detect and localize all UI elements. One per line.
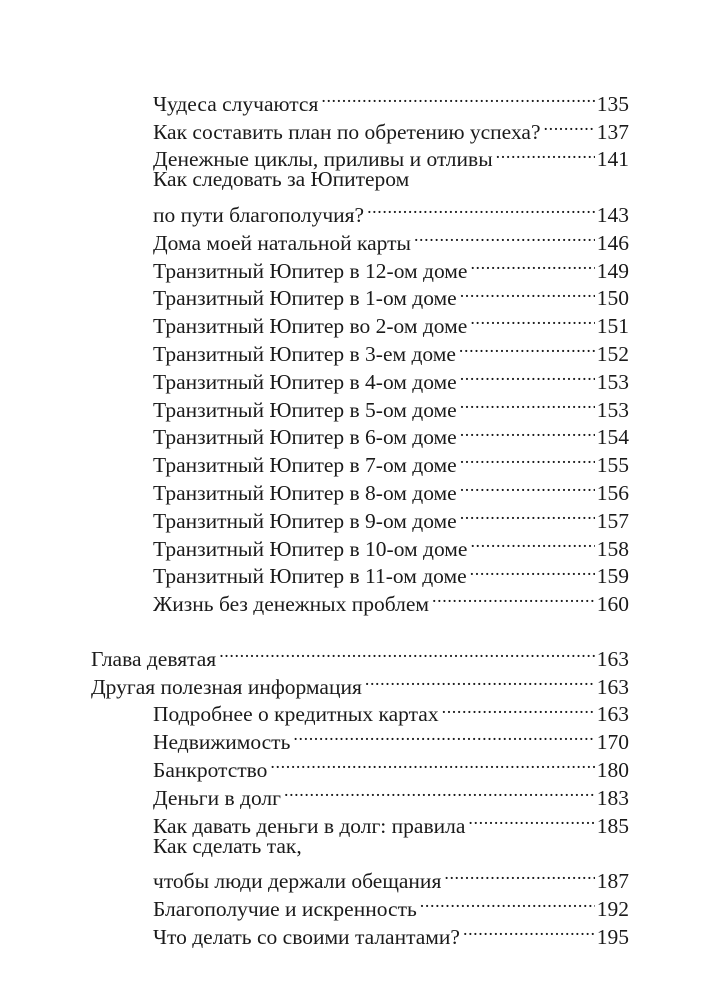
toc-page-number: 160: [596, 592, 629, 617]
toc-entry: [0, 444, 709, 478]
toc-dot-leader: [367, 194, 595, 222]
toc-page-number: 163: [596, 674, 629, 699]
toc-page-number: 153: [596, 397, 629, 422]
toc-entry-title: Транзитный Юпитер в 7-ом доме: [153, 453, 457, 478]
toc-page-number: 159: [596, 564, 629, 589]
toc-entry-title: Деньги в долг: [153, 785, 281, 810]
toc-dot-leader: [544, 111, 595, 139]
toc-section: [0, 638, 709, 949]
toc-dot-leader: [459, 333, 595, 361]
toc-page-number: 170: [596, 730, 629, 755]
toc-dot-leader: [365, 666, 595, 694]
toc-entry-title: Транзитный Юпитер в 4-ом доме: [153, 369, 457, 394]
toc-entry: [0, 583, 709, 617]
toc-dot-leader: [219, 638, 595, 666]
toc-page-number: 156: [596, 480, 629, 505]
toc-dot-leader: [470, 528, 594, 556]
toc-page-number: 152: [596, 341, 629, 366]
toc-entry-content: [153, 583, 629, 619]
toc-entry: [0, 222, 709, 255]
toc-entry: [0, 333, 709, 366]
toc-page-number: 187: [596, 869, 629, 894]
toc-dot-leader: [460, 389, 595, 417]
toc-page-number: 163: [596, 702, 629, 727]
toc-dot-leader: [470, 305, 594, 333]
toc-entry-content: [153, 833, 629, 861]
toc-dot-leader: [444, 860, 594, 888]
toc-entry: [0, 417, 709, 450]
toc-entry: [0, 472, 709, 505]
toc-page-number: 141: [596, 147, 629, 172]
toc-page-number: 195: [596, 924, 629, 949]
toc-page-number: 163: [596, 646, 629, 671]
toc-page-number: 143: [596, 202, 629, 227]
toc-entry-title: Транзитный Юпитер в 1-ом доме: [153, 286, 457, 311]
toc-page-number: 146: [596, 230, 629, 255]
toc-entry: [0, 916, 709, 949]
toc-dot-leader: [284, 777, 595, 805]
toc-entry: [0, 556, 709, 589]
toc-entry: [0, 361, 709, 394]
toc-page-number: 153: [596, 369, 629, 394]
toc-entry-title: Благополучие и искренность: [153, 896, 417, 921]
toc-entry-title: Как составить план по обретению успеха?: [153, 119, 541, 144]
toc-entry-line: [0, 833, 709, 861]
toc-page-number: 183: [596, 785, 629, 810]
toc-section: [0, 83, 709, 617]
toc-entry: [0, 83, 709, 116]
toc-dot-leader: [460, 500, 595, 528]
toc-page-number: 155: [596, 453, 629, 478]
toc-dot-leader: [460, 417, 595, 445]
toc-dot-leader: [420, 888, 595, 916]
toc-dot-leader: [293, 721, 594, 749]
toc-entry-title: Транзитный Юпитер в 8-ом доме: [153, 480, 457, 505]
toc-page-number: 149: [596, 258, 629, 283]
toc-entry: [0, 500, 709, 533]
toc-dot-leader: [432, 583, 595, 611]
toc-page-number: 150: [596, 286, 629, 311]
toc-entry-title: Транзитный Юпитер в 10-ом доме: [153, 536, 468, 561]
toc-entry-title: Транзитный Юпитер в 12-ом доме: [153, 258, 468, 283]
toc-page-number: 154: [596, 425, 629, 450]
toc-dot-leader: [321, 83, 594, 111]
toc-dot-leader: [496, 139, 595, 167]
toc-entry: [0, 139, 709, 172]
toc-dot-leader: [414, 222, 595, 250]
toc-entry: [0, 278, 709, 311]
toc-entry-title: Как следовать за Юпитером: [153, 167, 410, 192]
toc-dot-leader: [460, 472, 595, 500]
toc-entry-title: Что делать со своими талантами?: [153, 924, 460, 949]
toc-entry: [0, 749, 709, 782]
toc-entry: [0, 528, 709, 561]
toc-dot-leader: [270, 749, 594, 777]
toc-dot-leader: [442, 694, 595, 722]
toc-entry-title: Как давать деньги в долг: правила: [153, 813, 466, 838]
toc-entry: [0, 194, 709, 227]
toc-entry-content: [153, 916, 629, 952]
toc-entry: [0, 721, 709, 755]
toc-entry-title: Транзитный Юпитер в 11-ом доме: [153, 564, 467, 589]
toc-entry: [0, 638, 709, 671]
toc-entry-title: по пути благополучия?: [153, 202, 365, 227]
toc-page-number: 180: [596, 757, 629, 782]
toc-entry: [0, 888, 709, 921]
toc-page-number: 157: [596, 508, 629, 533]
toc-entry: [0, 694, 709, 727]
toc-entry-title: чтобы люди держали обещания: [153, 869, 442, 894]
toc-entry-title: Транзитный Юпитер в 9-ом доме: [153, 508, 457, 533]
toc-entry: [0, 666, 709, 699]
toc-entry: [0, 305, 709, 339]
toc-page-number: 185: [596, 813, 629, 838]
toc-entry-title: Транзитный Юпитер в 6-ом доме: [153, 425, 457, 450]
toc-entry-title: Глава девятая: [91, 646, 217, 671]
toc-entry-title: Как сделать так,: [153, 833, 302, 858]
toc-dot-leader: [460, 444, 595, 472]
toc-entry-title: Транзитный Юпитер во 2-ом доме: [153, 314, 468, 339]
toc-entry: [0, 111, 709, 144]
toc-entry-content: [153, 166, 629, 194]
toc-entry: [0, 389, 709, 422]
toc-entry-title: Недвижимость: [153, 730, 291, 755]
toc-entry: [0, 777, 709, 810]
toc-entry-title: Другая полезная информация: [91, 674, 362, 699]
toc-entry-line: [0, 166, 709, 194]
toc-entry: [0, 805, 709, 838]
toc-entry-title: Транзитный Юпитер в 5-ом доме: [153, 397, 457, 422]
toc-entry-title: Дома моей натальной карты: [153, 230, 411, 255]
toc-entry: [0, 250, 709, 283]
toc-dot-leader: [468, 805, 594, 833]
toc-entry-title: Подробнее о кредитных картах: [153, 702, 439, 727]
toc-dot-leader: [470, 250, 594, 278]
toc-page-number: 192: [596, 896, 629, 921]
toc-entry-title: Транзитный Юпитер в 3-ем доме: [153, 341, 456, 366]
toc-entry-title: Банкротство: [153, 757, 268, 782]
toc-page-number: 137: [596, 119, 629, 144]
toc-page-number: 151: [596, 314, 629, 339]
toc-entry-title: Чудеса случаются: [153, 91, 319, 116]
toc-dot-leader: [460, 278, 595, 306]
toc-entry: [0, 860, 709, 894]
toc-page-number: 135: [596, 91, 629, 116]
toc-entry-title: Денежные циклы, приливы и отливы: [153, 147, 493, 172]
toc-dot-leader: [463, 916, 595, 944]
toc-page-number: 158: [596, 536, 629, 561]
toc-dot-leader: [470, 556, 595, 584]
toc-dot-leader: [460, 361, 595, 389]
toc-entry-title: Жизнь без денежных проблем: [153, 592, 430, 617]
